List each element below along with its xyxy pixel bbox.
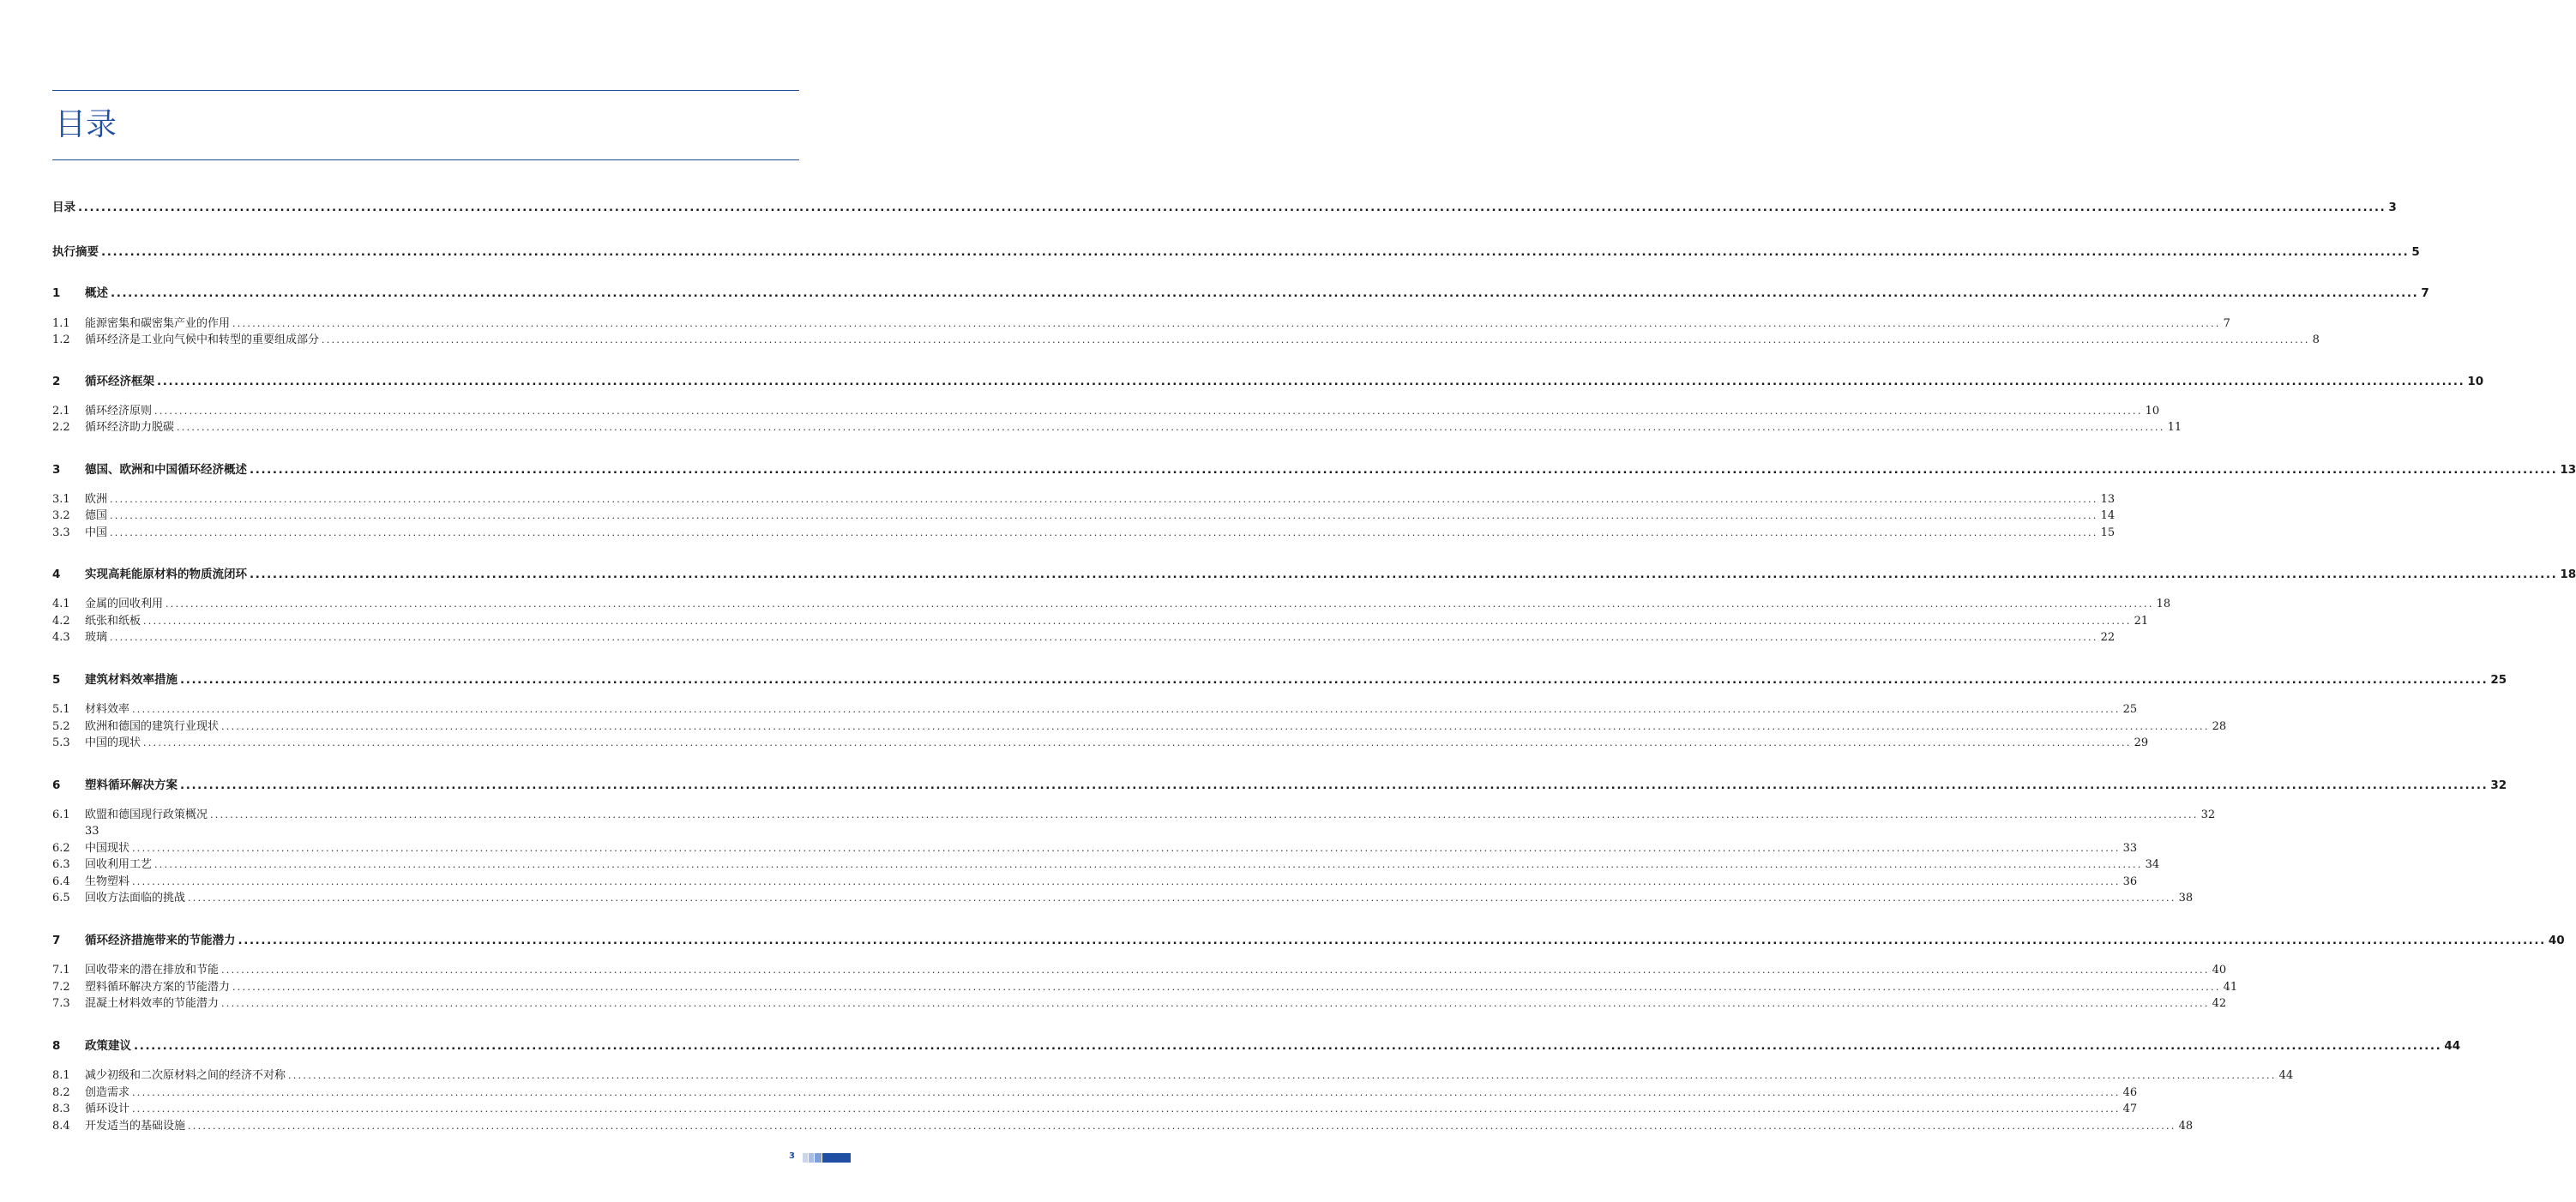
toc-entry-page: 3: [2388, 201, 2397, 214]
toc-entry-label: 德国、欧洲和中国循环经济概述: [85, 463, 247, 477]
toc-entry[interactable]: [52, 285, 2429, 302]
toc-entry[interactable]: [52, 995, 2227, 1012]
toc-entry-page: 44: [2444, 1039, 2461, 1053]
toc-entry-page: 10: [2467, 375, 2484, 388]
toc-entry[interactable]: [52, 613, 2149, 629]
toc-entry-page: 40: [2212, 964, 2227, 977]
toc-entry-label: 实现高耗能原材料的物质流闭环: [85, 568, 247, 581]
dot-leader: ................................................................................................................................................................................................................................................................................................................................................................................................................: [154, 406, 2143, 417]
toc-entry[interactable]: [52, 840, 2138, 856]
toc-entry[interactable]: [52, 1085, 2138, 1101]
toc-entry-number: 7.3: [52, 997, 70, 1010]
dot-leader: ................................................................................................................................................................................................................................................................................................................................................................................................................: [132, 843, 2121, 854]
toc-entry-label: 概述: [85, 286, 108, 300]
dot-leader: ................................................................................................................................................................................................................................................................................................................................................................................................................: [322, 334, 2310, 346]
toc-entry-label: 创造需求: [85, 1086, 130, 1099]
toc-entry[interactable]: [52, 491, 2116, 508]
toc-entry-label: 玻璃: [85, 631, 108, 644]
toc-entry[interactable]: [52, 672, 2507, 688]
dot-leader: ................................................................................................................................................................................................................................................................................................................................................................................................................: [110, 494, 2098, 505]
toc-entry-number: 2: [52, 375, 61, 388]
toc-entry-number: 6: [52, 778, 61, 792]
toc-entry-number: 4.2: [52, 615, 70, 628]
toc-entry-label: 能源密集和碳密集产业的作用: [85, 317, 231, 330]
dot-leader: ................................................................................................................................................................................................................................................................................................................................................................................................................: [221, 965, 2210, 976]
toc-entry-page: 18: [2560, 568, 2576, 581]
footer-gradient-bar: [803, 1153, 808, 1163]
toc-entry-number: 6.5: [52, 892, 70, 905]
toc-entry-page: 15: [2100, 526, 2116, 539]
toc-entry[interactable]: [52, 933, 2565, 949]
dot-leader: ................................................................................................................................................................................................................................................................................................................................................................................................................: [221, 721, 2210, 732]
toc-entry-label: 循环设计: [85, 1103, 130, 1115]
toc-entry-page: 10: [2145, 405, 2160, 418]
dot-leader: ................................................................................................................................................................................................................................................................................................................................................................................................................: [143, 616, 2132, 627]
toc-entry-label: 回收利用工艺: [85, 858, 153, 871]
toc-entry[interactable]: [52, 807, 2216, 823]
toc-entry-label: 循环经济框架: [85, 375, 154, 388]
dot-leader: ................................................................................................................................................................................................................................................................................................................................................................................................................: [210, 809, 2199, 820]
toc-entry-page: 18: [2156, 598, 2171, 610]
toc-entry[interactable]: [52, 629, 2116, 646]
toc-entry-number: 8.1: [52, 1069, 70, 1082]
toc-entry-label: 政策建议: [85, 1039, 131, 1053]
dot-leader: ................................................................................................................................................................................................................................................................................................................................................................................................................: [188, 892, 2176, 904]
dot-leader: ................................................................................................................................................................................................................................................................................................................................................................................................................: [250, 463, 2558, 477]
toc-entry-page: 21: [2134, 615, 2149, 628]
dot-leader: ................................................................................................................................................................................................................................................................................................................................................................................................................: [157, 375, 2465, 388]
dot-leader: ................................................................................................................................................................................................................................................................................................................................................................................................................: [110, 632, 2098, 643]
dot-leader: ................................................................................................................................................................................................................................................................................................................................................................................................................: [111, 286, 2419, 300]
toc-entry-page: 8: [2312, 334, 2320, 346]
toc-entry-number: 5.2: [52, 720, 70, 733]
toc-entry-label: 塑料循环解决方案: [85, 778, 178, 792]
dot-leader: ................................................................................................................................................................................................................................................................................................................................................................................................................: [180, 673, 2489, 687]
toc-entry-label: 欧洲和德国的建筑行业现状: [85, 720, 220, 733]
toc-entry[interactable]: [52, 200, 2397, 216]
dot-leader: ................................................................................................................................................................................................................................................................................................................................................................................................................: [110, 510, 2098, 521]
toc-entry-number: 5.3: [52, 736, 70, 749]
toc-entry-page: 13: [2560, 463, 2576, 477]
toc-entry-number: 3.1: [52, 493, 70, 506]
toc-entry-label: 材料效率: [85, 703, 130, 716]
toc-entry-number: 6.2: [52, 842, 70, 855]
header-top-rule: [52, 90, 799, 91]
toc-entry-label: 塑料循环解决方案的节能潜力: [85, 981, 231, 994]
toc-entry-page: 47: [2122, 1103, 2138, 1115]
dot-leader: ................................................................................................................................................................................................................................................................................................................................................................................................................: [132, 1103, 2121, 1115]
dot-leader: ................................................................................................................................................................................................................................................................................................................................................................................................................: [180, 778, 2489, 792]
toc-entry-page: 40: [2548, 934, 2565, 947]
toc-entry[interactable]: [52, 332, 2320, 348]
toc-entry[interactable]: [52, 890, 2194, 906]
toc-entry-number: 3.3: [52, 526, 70, 539]
toc-entry-number: 8.2: [52, 1086, 70, 1099]
toc-entry-page: 29: [2134, 736, 2149, 749]
toc-entry-label: 混凝土材料效率的节能潜力: [85, 997, 220, 1010]
page-title: 目录: [55, 107, 117, 142]
toc-entry-number: 1: [52, 286, 61, 300]
toc-entry-page: 25: [2122, 703, 2138, 716]
dot-leader: ................................................................................................................................................................................................................................................................................................................................................................................................................: [232, 982, 2221, 993]
dot-leader: ................................................................................................................................................................................................................................................................................................................................................................................................................: [154, 859, 2143, 870]
toc-entry-number: 6.1: [52, 808, 70, 821]
dot-leader: ................................................................................................................................................................................................................................................................................................................................................................................................................: [101, 245, 2410, 259]
toc-entry-page: 33: [2122, 842, 2138, 855]
footer-gradient-bar: [822, 1153, 851, 1163]
toc-entry-label: 中国现状: [85, 842, 130, 855]
toc-entry-number: 8: [52, 1039, 61, 1053]
toc-entry-label: 减少初级和二次原材料之间的经济不对称: [85, 1069, 286, 1082]
toc-entry-page: 41: [2223, 981, 2238, 994]
toc-entry-label: 中国: [85, 526, 108, 539]
toc-entry-page: 7: [2223, 317, 2230, 330]
toc-entry-label: 开发适当的基础设施: [85, 1120, 186, 1133]
dot-leader: ................................................................................................................................................................................................................................................................................................................................................................................................................: [177, 422, 2165, 433]
toc-entry-page: 42: [2212, 997, 2227, 1010]
page-number: 3: [789, 1151, 795, 1161]
toc-entry-page: 46: [2122, 1086, 2138, 1099]
toc-entry-page: 34: [2145, 858, 2160, 871]
dot-leader: ................................................................................................................................................................................................................................................................................................................................................................................................................: [221, 998, 2210, 1009]
dot-leader: ................................................................................................................................................................................................................................................................................................................................................................................................................: [134, 1039, 2442, 1053]
toc-entry[interactable]: [52, 419, 2182, 436]
dot-leader: ................................................................................................................................................................................................................................................................................................................................................................................................................: [238, 934, 2546, 947]
toc-entry-number: 7.2: [52, 981, 70, 994]
dot-leader: ................................................................................................................................................................................................................................................................................................................................................................................................................: [143, 737, 2132, 748]
toc-entry-label: 回收方法面临的挑战: [85, 892, 186, 905]
toc-entry-label: 德国: [85, 509, 108, 522]
toc-entry-page: 13: [2100, 493, 2116, 506]
toc-entry-page: 38: [2178, 892, 2194, 905]
header-bottom-rule: [52, 159, 799, 160]
toc-entry-label: 建筑材料效率措施: [85, 673, 178, 687]
dot-leader: ................................................................................................................................................................................................................................................................................................................................................................................................................: [188, 1121, 2176, 1132]
toc-entry-number: 2.2: [52, 421, 70, 434]
dot-leader: ................................................................................................................................................................................................................................................................................................................................................................................................................: [166, 598, 2154, 610]
toc-entry[interactable]: [52, 462, 2576, 478]
toc-entry[interactable]: [52, 874, 2138, 890]
toc-entry-page: 48: [2178, 1120, 2194, 1133]
toc-entry-label: 纸张和纸板: [85, 615, 141, 628]
toc-entry-number: 8.3: [52, 1103, 70, 1115]
toc-entry-number: 4.1: [52, 598, 70, 610]
toc-entry-page: 11: [2167, 421, 2182, 434]
toc-entry[interactable]: [52, 701, 2138, 718]
toc-entry-label: 循环经济助力脱碳: [85, 421, 175, 434]
toc-entry-label: 生物塑料: [85, 875, 130, 888]
toc-entry[interactable]: [52, 525, 2116, 541]
toc-entry[interactable]: [52, 718, 2227, 735]
toc-entry-number: 8.4: [52, 1120, 70, 1133]
toc-entry-number: 4.3: [52, 631, 70, 644]
toc-entry-page: 14: [2100, 509, 2116, 522]
dot-leader: ................................................................................................................................................................................................................................................................................................................................................................................................................: [132, 704, 2121, 715]
toc-entry-number: 6.3: [52, 858, 70, 871]
toc-entry-label: 回收带来的潜在排放和节能: [85, 964, 220, 977]
toc-entry-number: 6.4: [52, 875, 70, 888]
toc-entry-number: 5.1: [52, 703, 70, 716]
dot-leader: ................................................................................................................................................................................................................................................................................................................................................................................................................: [132, 1087, 2121, 1098]
toc-entry[interactable]: [52, 856, 2160, 873]
toc-entry-label: 循环经济原则: [85, 405, 153, 418]
dot-leader: ................................................................................................................................................................................................................................................................................................................................................................................................................: [250, 568, 2558, 581]
dot-leader: ................................................................................................................................................................................................................................................................................................................................................................................................................: [132, 876, 2121, 887]
toc-entry[interactable]: [52, 1101, 2138, 1117]
toc-entry-number: 1.1: [52, 317, 70, 330]
toc-entry-label: 循环经济是工业向气候中和转型的重要组成部分: [85, 334, 320, 346]
toc-entry[interactable]: [52, 316, 2230, 332]
footer-gradient-bar: [815, 1153, 822, 1163]
toc-entry[interactable]: [52, 596, 2171, 612]
toc-entry-number: 1.2: [52, 334, 70, 346]
toc-entry[interactable]: [52, 962, 2227, 978]
toc-entry[interactable]: [52, 403, 2160, 419]
toc-entry-page: 32: [2490, 778, 2507, 792]
toc-entry-page: 25: [2490, 673, 2507, 687]
dot-leader: ................................................................................................................................................................................................................................................................................................................................................................................................................: [110, 527, 2098, 538]
toc-entry[interactable]: [52, 1067, 2294, 1084]
toc-entry-page: 28: [2212, 720, 2227, 733]
toc-entry-page: 32: [2200, 808, 2216, 821]
toc-entry-page: 22: [2100, 631, 2116, 644]
toc-entry-page: 7: [2421, 286, 2429, 300]
toc-entry-overflow-page: 33: [85, 825, 99, 838]
toc-entry[interactable]: [52, 374, 2484, 390]
toc-entry-label: 金属的回收利用: [85, 598, 164, 610]
toc-entry-page: 36: [2122, 875, 2138, 888]
toc-entry-number: 3: [52, 463, 61, 477]
toc-entry[interactable]: [52, 508, 2116, 524]
toc-entry[interactable]: [52, 567, 2576, 583]
toc-entry[interactable]: [52, 778, 2507, 794]
toc-entry-number: 2.1: [52, 405, 70, 418]
toc-entry-page: 44: [2278, 1069, 2294, 1082]
footer-gradient-bar: [809, 1153, 814, 1163]
toc-entry-number: 4: [52, 568, 61, 581]
toc-entry-label: 循环经济措施带来的节能潜力: [85, 934, 236, 947]
dot-leader: ................................................................................................................................................................................................................................................................................................................................................................................................................: [288, 1070, 2277, 1081]
toc-entry-number: 5: [52, 673, 61, 687]
toc-entry-label: 执行摘要: [52, 245, 99, 259]
toc-entry-number: 3.2: [52, 509, 70, 522]
toc-entry[interactable]: [52, 735, 2149, 751]
toc-entry-label: 中国的现状: [85, 736, 141, 749]
toc-entry-number: 7: [52, 934, 61, 947]
toc-entry-page: 5: [2411, 245, 2420, 259]
dot-leader: ................................................................................................................................................................................................................................................................................................................................................................................................................: [78, 201, 2386, 214]
toc-entry[interactable]: [52, 244, 2420, 261]
toc-entry[interactable]: [52, 1118, 2194, 1134]
toc-entry[interactable]: [52, 1038, 2461, 1055]
toc-entry-label: 目录: [52, 201, 75, 214]
dot-leader: ................................................................................................................................................................................................................................................................................................................................................................................................................: [232, 318, 2221, 329]
toc-entry-number: 7.1: [52, 964, 70, 977]
toc-entry[interactable]: [52, 979, 2238, 995]
toc-entry-label: 欧盟和德国现行政策概况: [85, 808, 208, 821]
toc-entry-label: 欧洲: [85, 493, 108, 506]
